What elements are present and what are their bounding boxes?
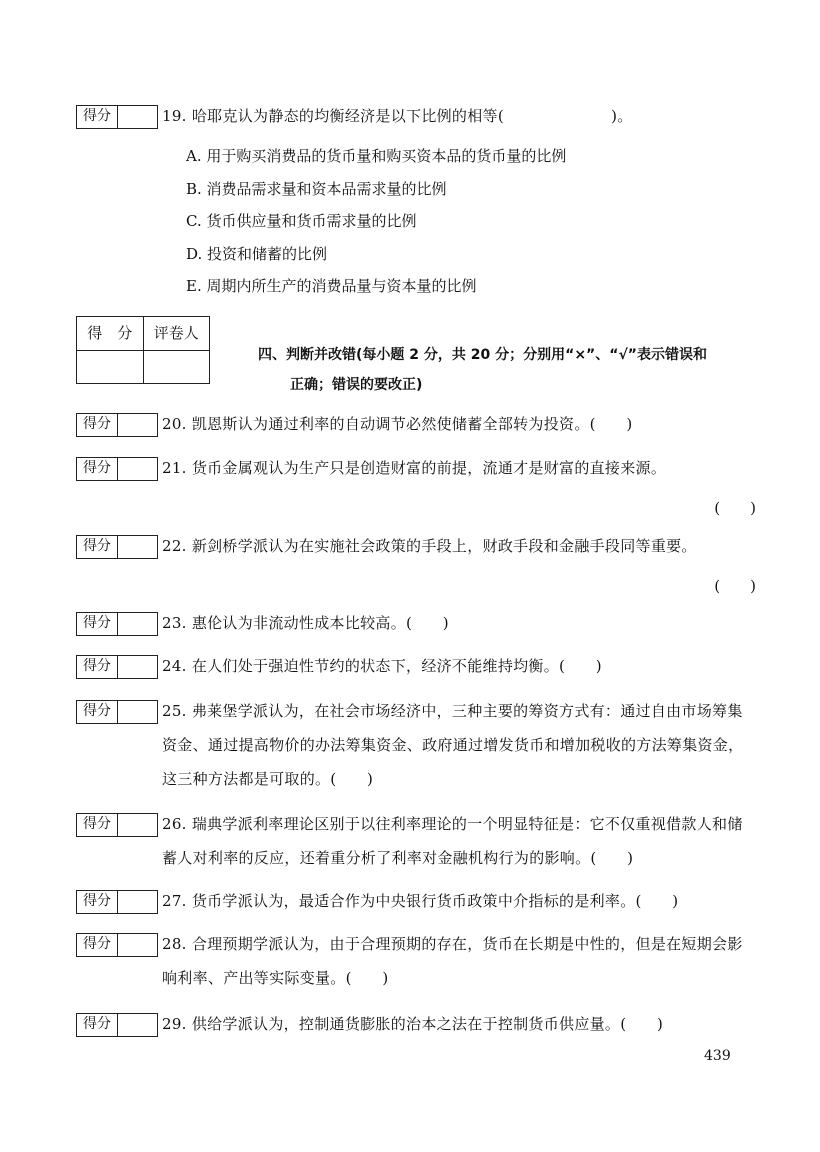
score-box xyxy=(76,457,158,481)
score-label: 得分 xyxy=(77,656,118,678)
grader-score-cell[interactable] xyxy=(77,351,143,384)
score-label: 得分 xyxy=(77,701,118,723)
section-4-line1: 四、判断并改错(每小题 2 分，共 20 分；分别用“×”、“√”表示错误和 xyxy=(258,347,707,363)
score-box xyxy=(76,413,158,437)
score-box xyxy=(76,535,158,559)
option-e: E. 周期内所生产的消费品量与资本量的比例 xyxy=(186,277,477,295)
question-text: 26. 瑞典学派利率理论区别于以往利率理论的一个明显特征是：它不仅重视借款人和储蓄人对利率的反应，还着重分析了利率对金融机构行为的影响。( ) xyxy=(162,815,743,867)
answer-paren[interactable]: ( ) xyxy=(714,499,756,517)
score-box xyxy=(76,933,158,957)
score-box xyxy=(76,890,158,914)
score-label: 得分 xyxy=(77,458,118,480)
section-4-line2: 正确；错误的要改正) xyxy=(290,377,423,393)
score-blank[interactable] xyxy=(118,414,157,436)
score-blank[interactable] xyxy=(118,458,157,480)
answer-paren[interactable]: ( ) xyxy=(714,577,756,595)
score-blank[interactable] xyxy=(118,656,157,678)
score-label: 得分 xyxy=(77,934,118,956)
grader-score-header: 得 分 xyxy=(87,324,133,342)
q19-options xyxy=(186,140,706,303)
question-text: 25. 弗莱堡学派认为，在社会市场经济中，三种主要的筹资方式有：通过自由市场筹集资金、通过提高物价的办法筹集资金、政府通过增发货币和增加税收的方法筹集资金，这三种方法都是可取的。( ) xyxy=(162,702,744,788)
score-blank[interactable] xyxy=(118,891,157,913)
grader-reviewer-cell[interactable] xyxy=(143,351,210,384)
score-label: 得分 xyxy=(77,536,118,558)
option-c: C. 货币供应量和货币需求量的比例 xyxy=(186,212,417,230)
score-blank[interactable] xyxy=(118,536,157,558)
question-text: 22. 新剑桥学派认为在实施社会政策的手段上，财政手段和金融手段同等重要。 xyxy=(162,537,697,555)
option-d: D. 投资和储蓄的比例 xyxy=(186,244,328,263)
question-text: 24. 在人们处于强迫性节约的状态下，经济不能维持均衡。( ) xyxy=(162,657,602,675)
score-blank[interactable] xyxy=(118,934,157,956)
question-text: 23. 惠伦认为非流动性成本比较高。( ) xyxy=(162,614,449,632)
score-label: 得分 xyxy=(77,891,118,913)
question-text: 19. 哈耶克认为静态的均衡经济是以下比例的相等( )。 xyxy=(162,107,633,125)
page-number: 439 xyxy=(704,1048,731,1064)
option-b: B. 消费品需求量和资本品需求量的比例 xyxy=(186,179,447,198)
score-label: 得分 xyxy=(77,414,118,436)
score-blank[interactable] xyxy=(118,106,157,128)
score-box xyxy=(76,700,158,724)
score-label: 得分 xyxy=(77,814,118,836)
question-text: 28. 合理预期学派认为，由于合理预期的存在，货币在长期是中性的，但是在短期会影响利率、产出等实际变量。( ) xyxy=(162,935,743,987)
score-box xyxy=(76,813,158,837)
score-blank[interactable] xyxy=(118,1014,157,1036)
grader-table xyxy=(76,316,210,384)
section-4-title xyxy=(258,340,758,400)
question-text: 20. 凯恩斯认为通过利率的自动调节必然使储蓄全部转为投资。( ) xyxy=(162,415,633,433)
score-box xyxy=(76,105,158,129)
question-text: 21. 货币金属观认为生产只是创造财富的前提，流通才是财富的直接来源。 xyxy=(162,459,667,477)
score-label: 得分 xyxy=(77,106,118,128)
question-text: 29. 供给学派认为，控制通货膨胀的治本之法在于控制货币供应量。( ) xyxy=(162,1015,664,1033)
grader-reviewer-header: 评卷人 xyxy=(143,317,210,350)
score-label: 得分 xyxy=(77,613,118,635)
score-blank[interactable] xyxy=(118,814,157,836)
score-blank[interactable] xyxy=(118,701,157,723)
score-label: 得分 xyxy=(77,1014,118,1036)
option-a: A. 用于购买消费品的货币量和购买资本品的货币量的比例 xyxy=(186,147,567,165)
question-text: 27. 货币学派认为，最适合作为中央银行货币政策中介指标的是利率。( ) xyxy=(162,892,679,910)
score-box xyxy=(76,612,158,636)
score-blank[interactable] xyxy=(118,613,157,635)
score-box xyxy=(76,655,158,679)
score-box xyxy=(76,1013,158,1037)
